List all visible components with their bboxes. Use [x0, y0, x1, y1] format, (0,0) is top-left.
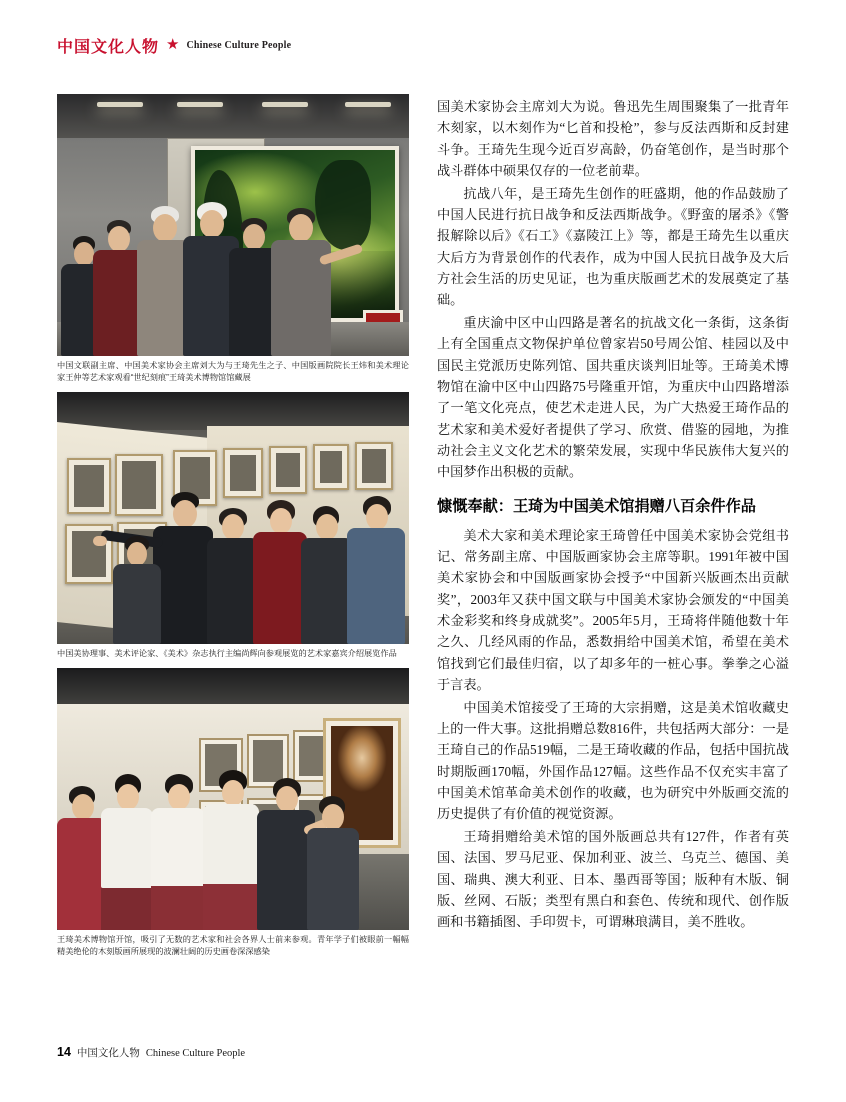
- article-paragraph: 重庆渝中区中山四路是著名的抗战文化一条街，这条街上有全国重点文物保护单位曾家岩50号周公馆、桂园以及中国民主党派历史陈列馆、国共重庆谈判旧址等。王琦美术博物馆在渝中区中山四路75号隆重开馆，为重庆中山四路增添了一笔文化亮点，使艺术走进人民，为广大热爱王琦作品的艺术家和美术爱好者提供了学习、欣赏、借鉴的园地，为推动社会主义文化艺术的繁荣发展，实现中华民族伟大复兴的中国梦作出积极的贡献。: [437, 314, 789, 480]
- page-footer: [57, 1045, 245, 1060]
- article-paragraph: 国美术家协会主席刘大为说。鲁迅先生周围聚集了一批青年木刻家，以木刻作为“匕首和投枪”，参与反法西斯和反封建斗争。王琦先生现今近百岁高龄，仍奋笔创作，是当时那个战斗群体中硕果仅存的一位老前辈。: [437, 99, 789, 179]
- article-paragraph: 王琦捐赠给美术馆的国外版画总共有127件，作者有英国、法国、罗马尼亚、保加利亚、波兰、乌克兰、德国、美国、瑞典、澳大利亚、日本、墨西哥等国；版种有木版、铜版、丝网、石版；类型有黑白和套色、传统和现代、创作版画和书籍插图、手印贺卡，可谓琳琅满目，美不胜收。: [437, 828, 789, 930]
- article-paragraph: 抗战八年，是王琦先生创作的旺盛期，他的作品鼓励了中国人民进行抗日战争和反法西斯战争。《野蛮的屠杀》《警报解除以后》《石工》《嘉陵江上》等，都是王琦先生以重庆大后方为背景创作的代表作，成为中国人民抗日战争及大后方社会生活的历史见证，也为重庆版画艺术的发展奠定了基础。: [437, 185, 789, 308]
- photo-gallery-tour: [57, 94, 409, 356]
- article-paragraph: 美术大家和美术理论家王琦曾任中国美术家协会党组书记、常务副主席、中国版画家协会主席等职。1991年被中国美术家协会和中国版画家协会授予“中国新兴版画杰出贡献奖”，2003年又获中国文联与中国美术家协会颁发的“中国美术金彩奖和终身成就奖”。2005年5月，王琦将伴随他数十年之久、几经风雨的作品，悉数捐给中国美术馆，希望在美术馆找到它们最佳归宿，以了却多年的一桩心事。拳拳之心溢于言表。: [437, 527, 789, 693]
- figure-critic-introducing: [57, 392, 409, 660]
- masthead-title-cn: 中国文化人物: [57, 39, 160, 56]
- footer-title-cn: 中国文化人物: [76, 1048, 140, 1059]
- photo-column: [57, 94, 409, 965]
- photo-students-visiting: [57, 668, 409, 930]
- article-paragraph: 中国美术馆接受了王琦的大宗捐赠，这是美术馆收藏史上的一件大事。这批捐赠总数816件，共包括两大部分：一是王琦自己的作品519幅，二是王琦收藏的作品，包括中国抗战时期版画170幅，外国作品127幅。这些作品不仅充实丰富了中国美术馆革命美术创作的收藏，也为研究中外版画交流的历史提供了有价值的视觉资源。: [437, 699, 789, 822]
- section-subheading: 慷慨奉献：王琦为中国美术馆捐赠八百余件作品: [437, 497, 756, 515]
- photo-critic-introducing: [57, 392, 409, 644]
- figure-students-visiting: [57, 668, 409, 958]
- star-icon: ★: [166, 37, 180, 53]
- article-column: [437, 96, 789, 934]
- page-number: 14: [57, 1045, 71, 1059]
- masthead: [57, 34, 291, 57]
- masthead-title-en: Chinese Culture People: [186, 40, 292, 51]
- footer-title-en: Chinese Culture People: [145, 1048, 246, 1059]
- figure-caption: 王琦美术博物馆开馆，吸引了无数的艺术家和社会各界人士前来参观。青年学子们被眼前一幅幅精美绝伦的木刻版画所展现的波澜壮阔的历史画卷深深感染: [57, 934, 409, 956]
- figure-caption: 中国文联副主席、中国美术家协会主席刘大为与王琦先生之子、中国版画院院长王炜和美术理论家王仲等艺术家观看“世纪刻痕”王琦美术博物馆馆藏展: [57, 361, 409, 382]
- figure-gallery-tour: [57, 94, 409, 384]
- figure-caption: 中国美协理事、美术评论家、《美术》杂志执行主编尚辉向参观展览的艺术家嘉宾介绍展览作品: [57, 648, 397, 658]
